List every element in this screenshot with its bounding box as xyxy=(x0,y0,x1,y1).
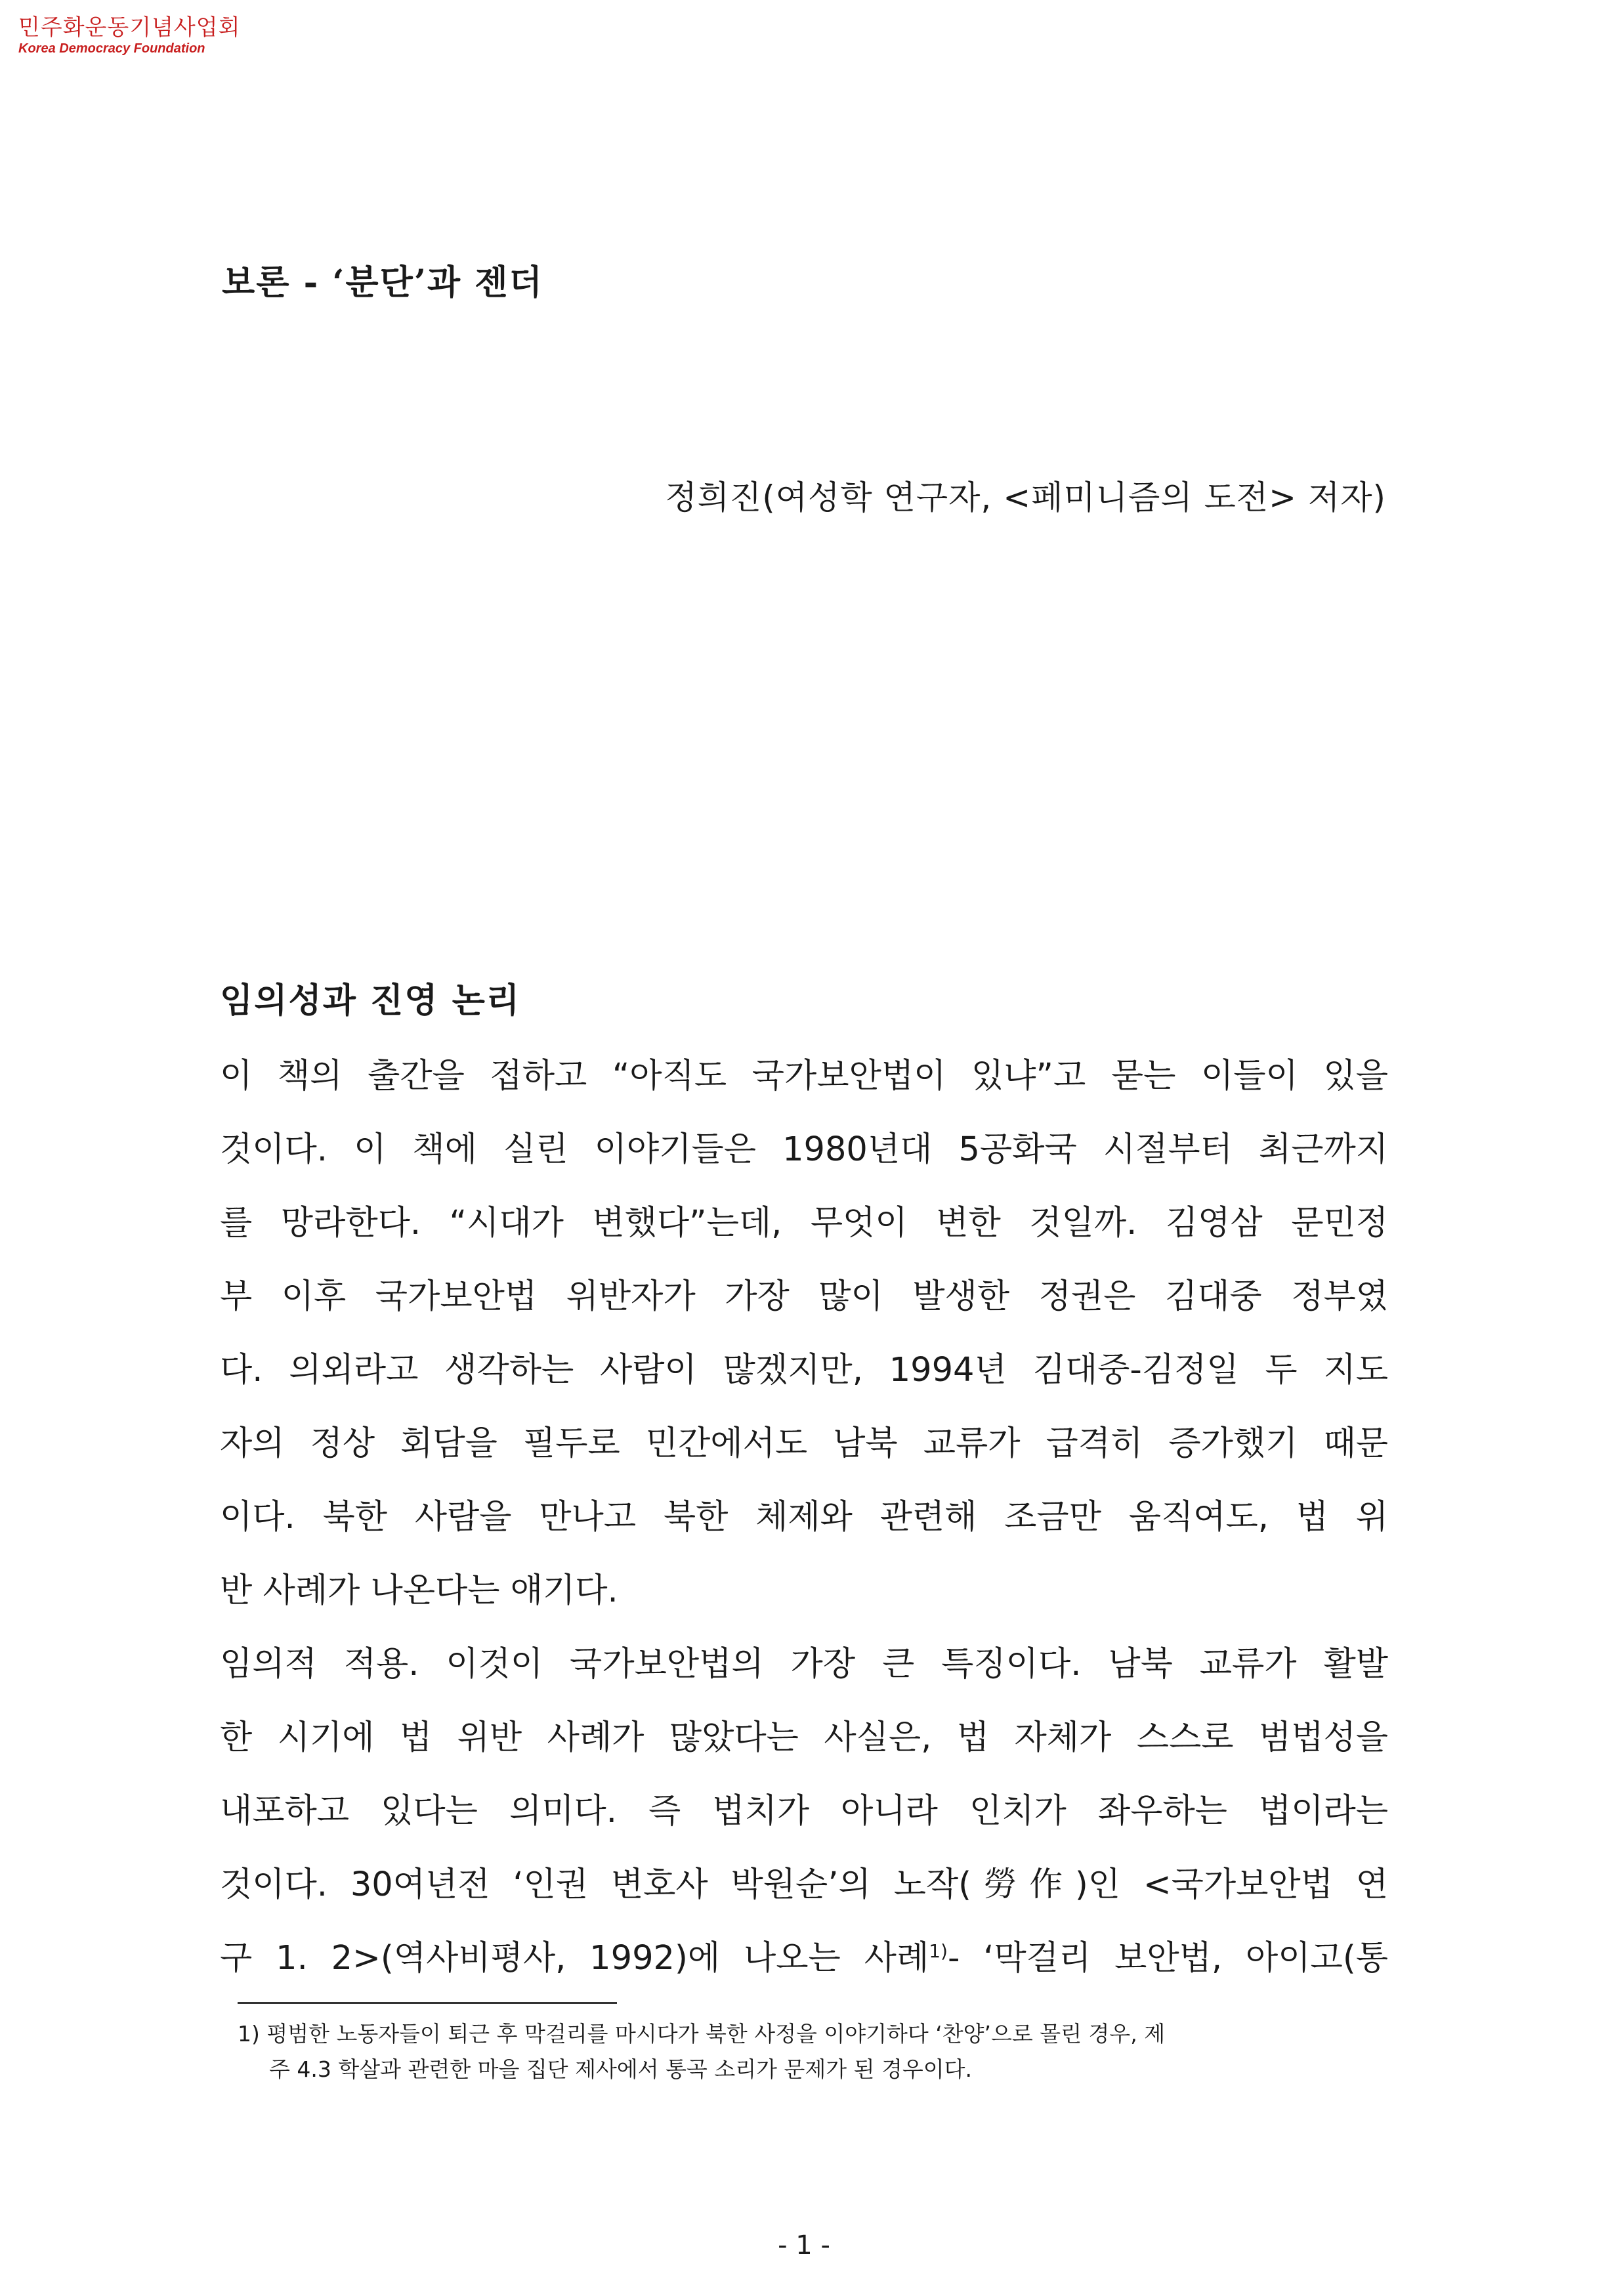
page-title: 보론 - ‘분단’과 젠더 xyxy=(222,263,543,303)
body-line-before-ref: 구 1. 2>(역사비평사, 1992)에 나오는 사례 xyxy=(220,1939,929,1978)
body-line: 것이다. 이 책에 실린 이야기들은 1980년대 5공화국 시절부터 최근까지 xyxy=(220,1130,1388,1169)
footnote-line: 주 4.3 학살과 관련한 마을 집단 제사에서 통곡 소리가 문제가 된 경우이다. xyxy=(269,2056,972,2082)
footnote-line: 1) 평범한 노동자들이 퇴근 후 막걸리를 마시다가 북한 사정을 이야기하다 ‘찬양’으로 몰린 경우, 제 xyxy=(238,2021,1166,2047)
foundation-logo xyxy=(18,14,240,56)
footnote-reference[interactable]: 1) xyxy=(929,1940,948,1962)
body-line: 임의적 적용. 이것이 국가보안법의 가장 큰 특징이다. 남북 교류가 활발 xyxy=(220,1645,1388,1684)
body-line: 자의 정상 회담을 필두로 민간에서도 남북 교류가 급격히 증가했기 때문 xyxy=(220,1424,1388,1463)
body-line: 반 사례가 나온다는 얘기다. xyxy=(220,1571,618,1610)
author-line: 정희진(여성학 연구자, <페미니즘의 도전> 저자) xyxy=(665,478,1386,517)
body-line: 내포하고 있다는 의미다. 즉 법치가 아니라 인치가 좌우하는 법이라는 xyxy=(220,1792,1388,1831)
body-line: 를 망라한다. “시대가 변했다”는데, 무엇이 변한 것일까. 김영삼 문민정 xyxy=(220,1204,1388,1243)
body-line-with-footnote xyxy=(220,1922,1388,1995)
page-number: - 1 - xyxy=(778,2230,830,2261)
logo-korean-text: 민주화운동기념사업회 xyxy=(18,14,241,41)
body-line: 이다. 북한 사람을 만나고 북한 체제와 관련해 조금만 움직여도, 법 위 xyxy=(220,1498,1388,1537)
body-text xyxy=(220,1040,1388,1995)
logo-english-text: Korea Democracy Foundation xyxy=(18,41,205,56)
body-line: 다. 의외라고 생각하는 사람이 많겠지만, 1994년 김대중-김정일 두 지도 xyxy=(220,1351,1388,1390)
body-line: 것이다. 30여년전 ‘인권 변호사 박원순’의 노작(勞作)인 <국가보안법 연 xyxy=(220,1865,1388,1904)
body-line: 한 시기에 법 위반 사례가 많았다는 사실은, 법 자체가 스스로 범법성을 xyxy=(220,1718,1388,1757)
footnote-divider xyxy=(238,2002,617,2004)
body-line: 이 책의 출간을 접하고 “아직도 국가보안법이 있냐”고 묻는 이들이 있을 xyxy=(220,1057,1388,1095)
footnote xyxy=(238,2016,1386,2087)
section-heading: 임의성과 진영 논리 xyxy=(220,981,521,1021)
body-line: 부 이후 국가보안법 위반자가 가장 많이 발생한 정권은 김대중 정부였 xyxy=(220,1277,1388,1316)
body-line-after-ref: - ‘막걸리 보안법, 아이고(통 xyxy=(947,1939,1388,1978)
